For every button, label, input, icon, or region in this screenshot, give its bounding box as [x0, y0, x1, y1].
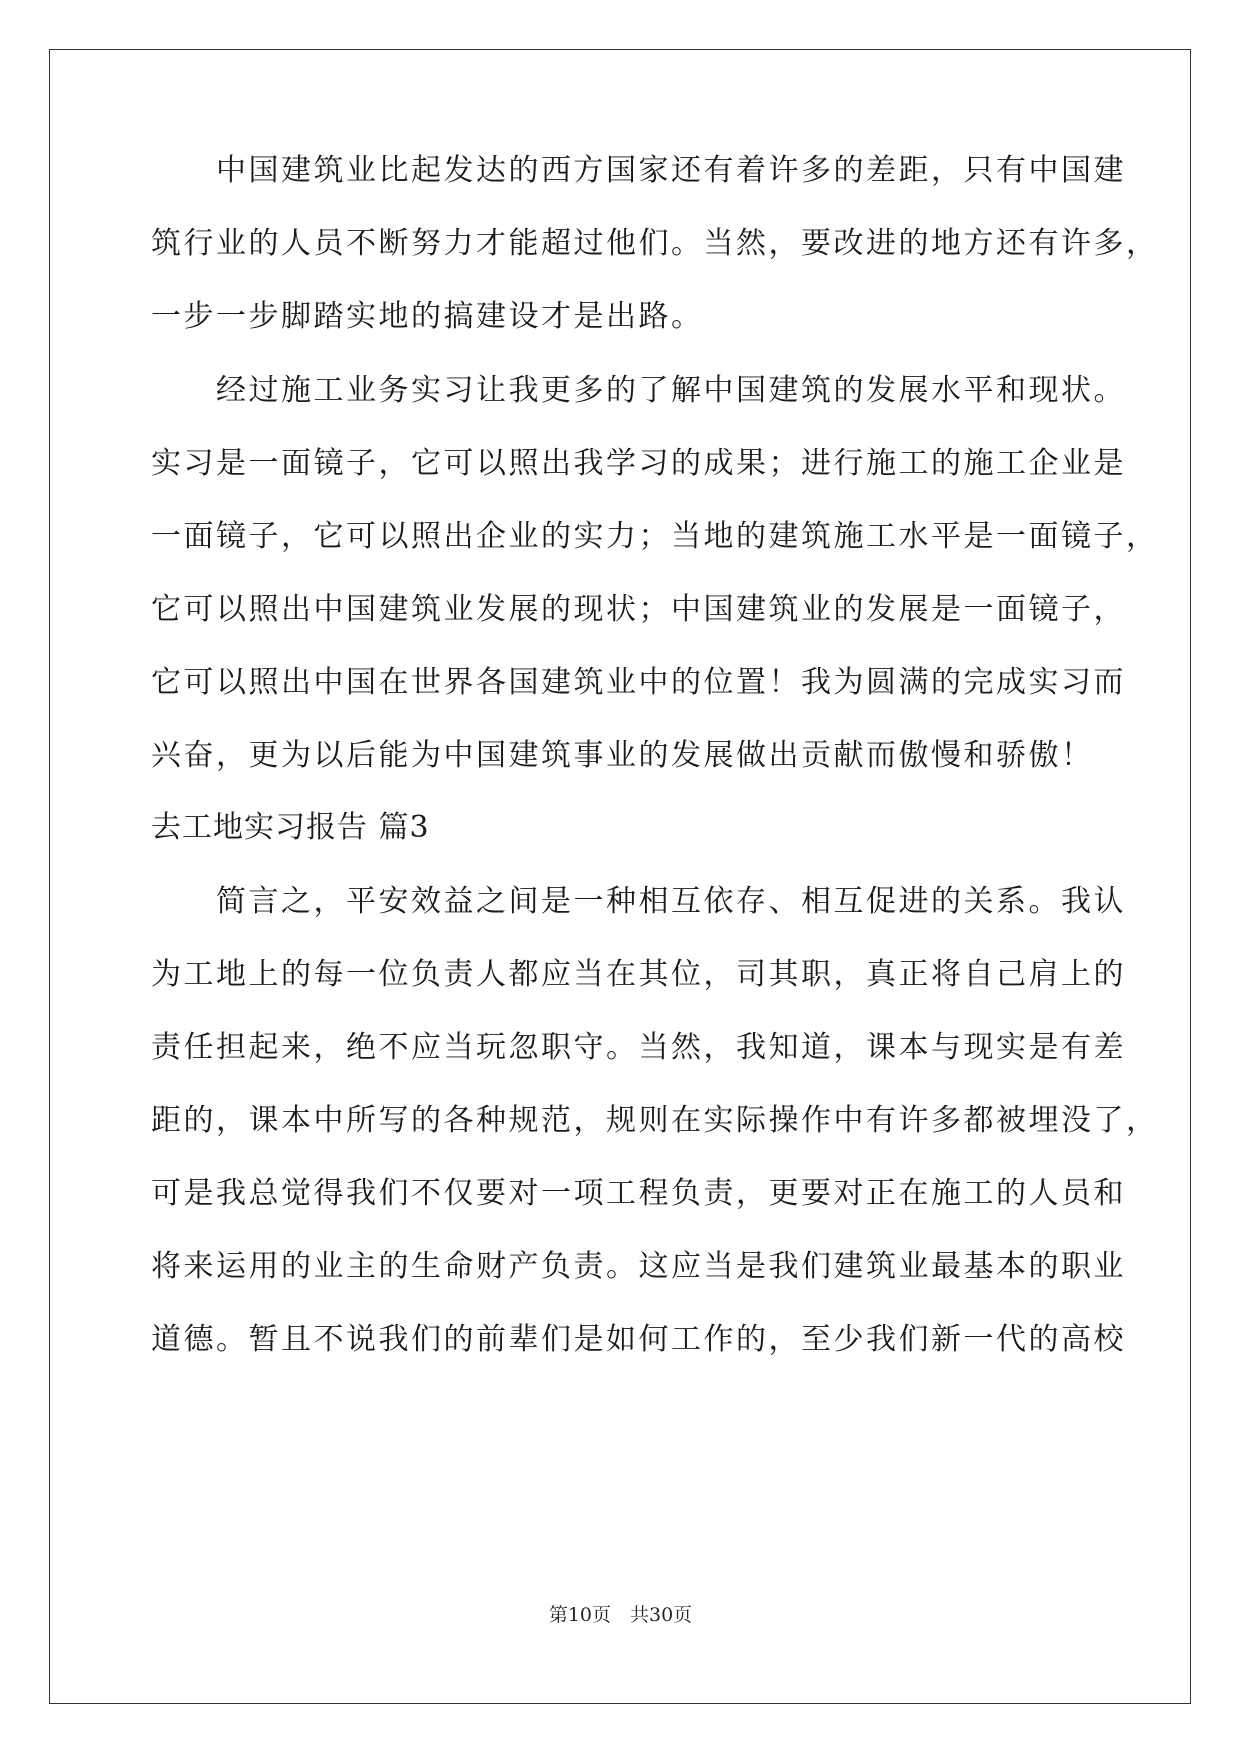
paragraph-line: 可是我总觉得我们不仅要对一项工程负责，更要对正在施工的人员和 [151, 1176, 1126, 1211]
paragraph-line: 一面镜子，它可以照出企业的实力；当地的建筑施工水平是一面镜子， [151, 519, 1159, 554]
paragraph-line: 责任担起来，绝不应当玩忽职守。当然，我知道，课本与现实是有差 [151, 1030, 1126, 1065]
paragraph-line: 它可以照出中国建筑业发展的现状；中国建筑业的发展是一面镜子， [151, 592, 1126, 627]
paragraph-line: 兴奋，更为以后能为中国建筑事业的发展做出贡献而傲慢和骄傲！ [151, 738, 1094, 773]
paragraph-line: 实习是一面镜子，它可以照出我学习的成果；进行施工的施工企业是 [151, 446, 1126, 481]
section-heading: 去工地实习报告 篇3 [151, 810, 430, 845]
paragraph-line: 道德。暂且不说我们的前辈们是如何工作的，至少我们新一代的高校 [151, 1322, 1126, 1357]
paragraph-line: 为工地上的每一位负责人都应当在其位，司其职，真正将自己肩上的 [151, 957, 1126, 992]
paragraph-line: 它可以照出中国在世界各国建筑业中的位置！我为圆满的完成实习而 [151, 665, 1126, 700]
paragraph-line: 中国建筑业比起发达的西方国家还有着许多的差距，只有中国建 [216, 153, 1126, 188]
page-number-footer: 第10页 共30页 [548, 1604, 693, 1626]
paragraph-line: 一步一步脚踏实地的搞建设才是出路。 [151, 299, 704, 334]
paragraph-line: 将来运用的业主的生命财产负责。这应当是我们建筑业最基本的职业 [151, 1249, 1126, 1284]
paragraph-line: 距的，课本中所写的各种规范，规则在实际操作中有许多都被埋没了， [151, 1103, 1159, 1138]
paragraph-line: 简言之，平安效益之间是一种相互依存、相互促进的关系。我认 [216, 884, 1126, 919]
paragraph-line: 筑行业的人员不断努力才能超过他们。当然，要改进的地方还有许多， [151, 226, 1159, 261]
paragraph-line: 经过施工业务实习让我更多的了解中国建筑的发展水平和现状。 [216, 373, 1126, 408]
